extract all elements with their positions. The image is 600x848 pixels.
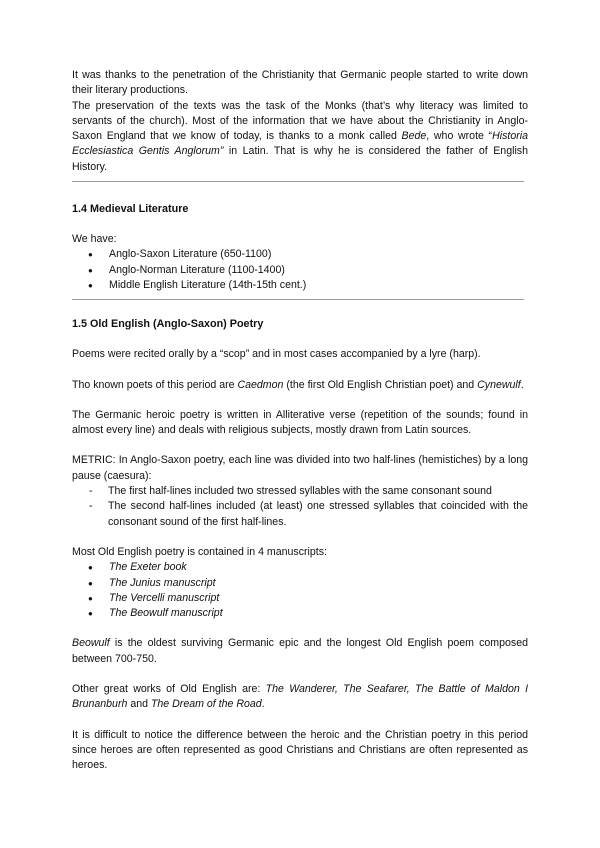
intro-text-a: The preservation of the texts was the task of the Monks (that’s why literacy was limited to servants of the church). Most of the information that we have about the Christianity in Anglo-Saxon England that we know of today, is thanks to a monk called <box>72 99 528 143</box>
poets-text-c: . <box>520 378 524 391</box>
intro-paragraph-2 <box>72 99 528 175</box>
list-item: - The second half-lines included (at least) one stressed syllables that coincided with the consonant sound of the first half-lines. <box>72 499 528 530</box>
heading-old-english-poetry: 1.5 Old English (Anglo-Saxon) Poetry <box>72 318 264 331</box>
list-item <box>72 576 528 591</box>
list-item <box>72 606 528 621</box>
list-item: ● Anglo-Saxon Literature (650-1100) <box>72 247 528 262</box>
poets-text-b: (the first Old English Christian poet) and <box>283 378 478 391</box>
manuscripts-paragraph: Most Old English poetry is contained in 4 manuscripts: <box>72 545 327 558</box>
beowulf-text: is the oldest surviving Germanic epic and the longest Old English poem composed between 700-750. <box>72 637 528 665</box>
cynewulf-name: Cynewulf <box>477 378 521 391</box>
works-titles-1: The Wanderer, The Seafarer, The Battle of Maldon I Brunanburh <box>72 683 529 711</box>
works-end: . <box>261 698 265 711</box>
bede-name: Bede <box>401 130 427 143</box>
intro-paragraph-1: It was thanks to the penetration of the Christianity that Germanic people started to write down their literary productions. <box>72 69 528 97</box>
intro-text-b: , who wrote “ <box>426 130 493 143</box>
historia-title: Historia Ecclesiastica Gentis Anglorum” <box>72 130 529 158</box>
heading-medieval-literature: 1.4 Medieval Literature <box>72 203 189 216</box>
we-have-label: We have: <box>72 233 117 246</box>
manuscripts-list <box>72 560 528 621</box>
list-item <box>72 591 528 606</box>
scop-paragraph: Poems were recited orally by a “scop” and in most cases accompanied by a lyre (harp). <box>72 348 481 361</box>
list-item <box>72 560 528 575</box>
manuscript-title: The Vercelli manuscript <box>109 591 220 604</box>
caedmon-name: Caedmon <box>237 378 284 391</box>
works-and: and <box>127 698 151 711</box>
final-paragraph: It is difficult to notice the difference between the heroic and the Christian poetry in this period since heroes are often represented as good Christians and Christians are often represented as heroes. <box>72 728 528 772</box>
manuscript-title: The Junius manuscript <box>109 576 216 589</box>
other-works-paragraph <box>72 682 528 713</box>
manuscript-title: The Beowulf manuscript <box>109 607 223 620</box>
metric-paragraph: METRIC: In Anglo-Saxon poetry, each line was divided into two half-lines (hemistiches) by a long pause (caesura): <box>72 454 528 482</box>
beowulf-paragraph <box>72 636 528 667</box>
poets-paragraph <box>72 378 528 393</box>
beowulf-title: Beowulf <box>72 637 110 650</box>
document-page <box>72 68 528 774</box>
metric-list <box>72 484 528 530</box>
list-item: ● Middle English Literature (14th-15th cent.) <box>72 278 528 293</box>
intro-text-c: in Latin. That is why he is considered the father of English History. <box>72 145 528 173</box>
poets-text-a: Tho known poets of this period are <box>72 378 238 391</box>
works-titles-2: The Dream of the Road <box>150 698 262 711</box>
heroic-poetry-paragraph: The Germanic heroic poetry is written in Alliterative verse (repetition of the sounds; found in almost every line) and deals with religious subjects, mostly drawn from Latin sources. <box>72 408 528 437</box>
list-item: - The first half-lines included two stressed syllables with the same consonant sound <box>72 484 528 499</box>
works-text-a: Other great works of Old English are: <box>72 683 266 696</box>
manuscript-title: The Exeter book <box>109 561 187 574</box>
list-item: ● Anglo-Norman Literature (1100-1400) <box>72 263 528 278</box>
literature-periods-list <box>72 247 528 293</box>
